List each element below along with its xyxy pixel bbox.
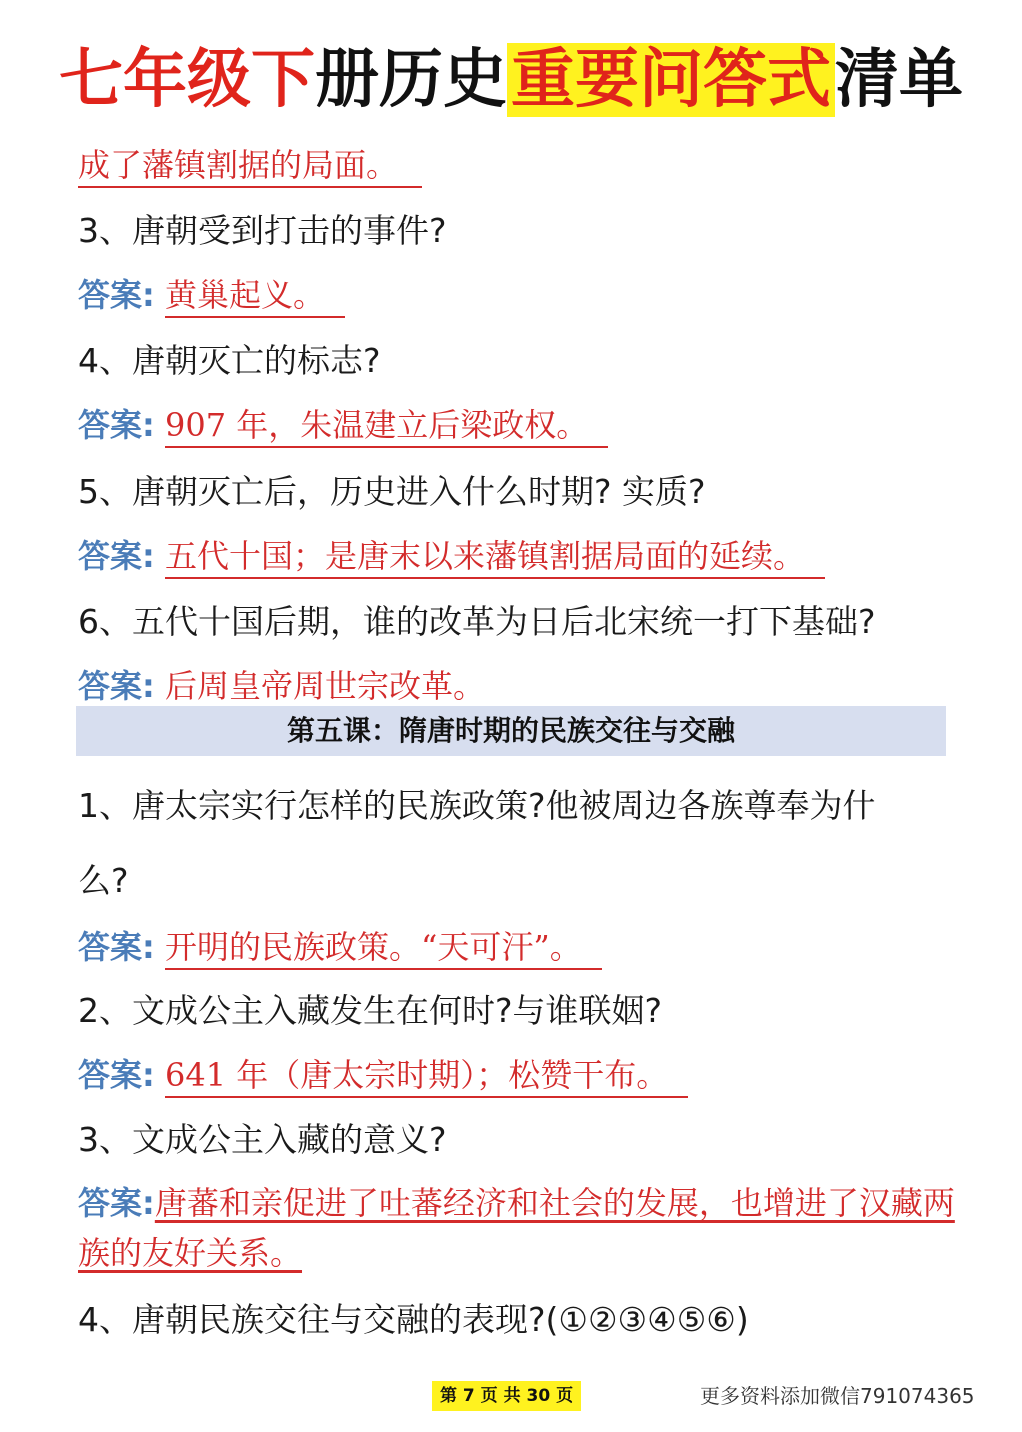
answer-text: 后周皇帝周世宗改革。 — [165, 667, 505, 709]
lesson5-question-4: 4、唐朝民族交往与交融的表现?(①②③④⑤⑥) — [78, 1300, 749, 1339]
title-part-2: 册历史 — [315, 43, 507, 117]
continuation-line — [78, 140, 422, 186]
answer-5 — [78, 531, 825, 577]
answer-text: 唐蕃和亲促进了吐蕃经济和社会的发展，也增进了汉藏两族的友好关系。 — [78, 1184, 955, 1272]
wechat-note: 更多资料添加微信791074365 — [700, 1384, 975, 1408]
answer-4 — [78, 400, 608, 446]
answer-label: 答案: — [78, 667, 155, 705]
question-4: 4、唐朝灭亡的标志? — [78, 341, 381, 380]
page-number: 第 7 页 共 30 页 — [432, 1381, 581, 1411]
answer-label: 答案: — [78, 276, 155, 314]
page-title — [0, 30, 1022, 130]
section-heading: 第五课：隋唐时期的民族交往与交融 — [76, 706, 946, 756]
answer-3 — [78, 270, 345, 316]
question-3: 3、唐朝受到打击的事件? — [78, 211, 447, 250]
answer-6 — [78, 661, 505, 707]
answer-label: 答案: — [78, 537, 155, 575]
answer-label: 答案: — [78, 1056, 155, 1094]
lesson5-answer-3 — [78, 1178, 958, 1278]
title-part-4: 清单 — [835, 43, 963, 117]
answer-text: 907 年，朱温建立后梁政权。 — [165, 406, 608, 448]
answer-text: 五代十国；是唐末以来藩镇割据局面的延续。 — [165, 537, 825, 579]
question-6: 6、五代十国后期，谁的改革为日后北宋统一打下基础? — [78, 602, 876, 641]
question-5: 5、唐朝灭亡后，历史进入什么时期? 实质? — [78, 472, 706, 511]
answer-label: 答案: — [78, 928, 155, 966]
answer-text: 641 年（唐太宗时期）；松赞干布。 — [165, 1056, 688, 1098]
title-highlight: 重要问答式 — [507, 43, 835, 117]
lesson5-answer-2 — [78, 1050, 688, 1096]
lesson5-question-2: 2、文成公主入藏发生在何时?与谁联姻? — [78, 991, 663, 1030]
answer-label: 答案: — [78, 1184, 155, 1222]
lesson5-question-1-line-1: 1、唐太宗实行怎样的民族政策?他被周边各族尊奉为什 — [78, 786, 876, 825]
title-part-1: 七年级下 — [59, 43, 315, 117]
lesson5-answer-1 — [78, 922, 602, 968]
answer-text: 开明的民族政策。“天可汗”。 — [165, 928, 602, 970]
answer-label: 答案: — [78, 406, 155, 444]
lesson5-question-1-line-2: 么? — [78, 861, 129, 900]
continuation-answer: 成了藩镇割据的局面。 — [78, 146, 422, 188]
lesson5-question-3: 3、文成公主入藏的意义? — [78, 1120, 447, 1159]
answer-text: 黄巢起义。 — [165, 276, 345, 318]
